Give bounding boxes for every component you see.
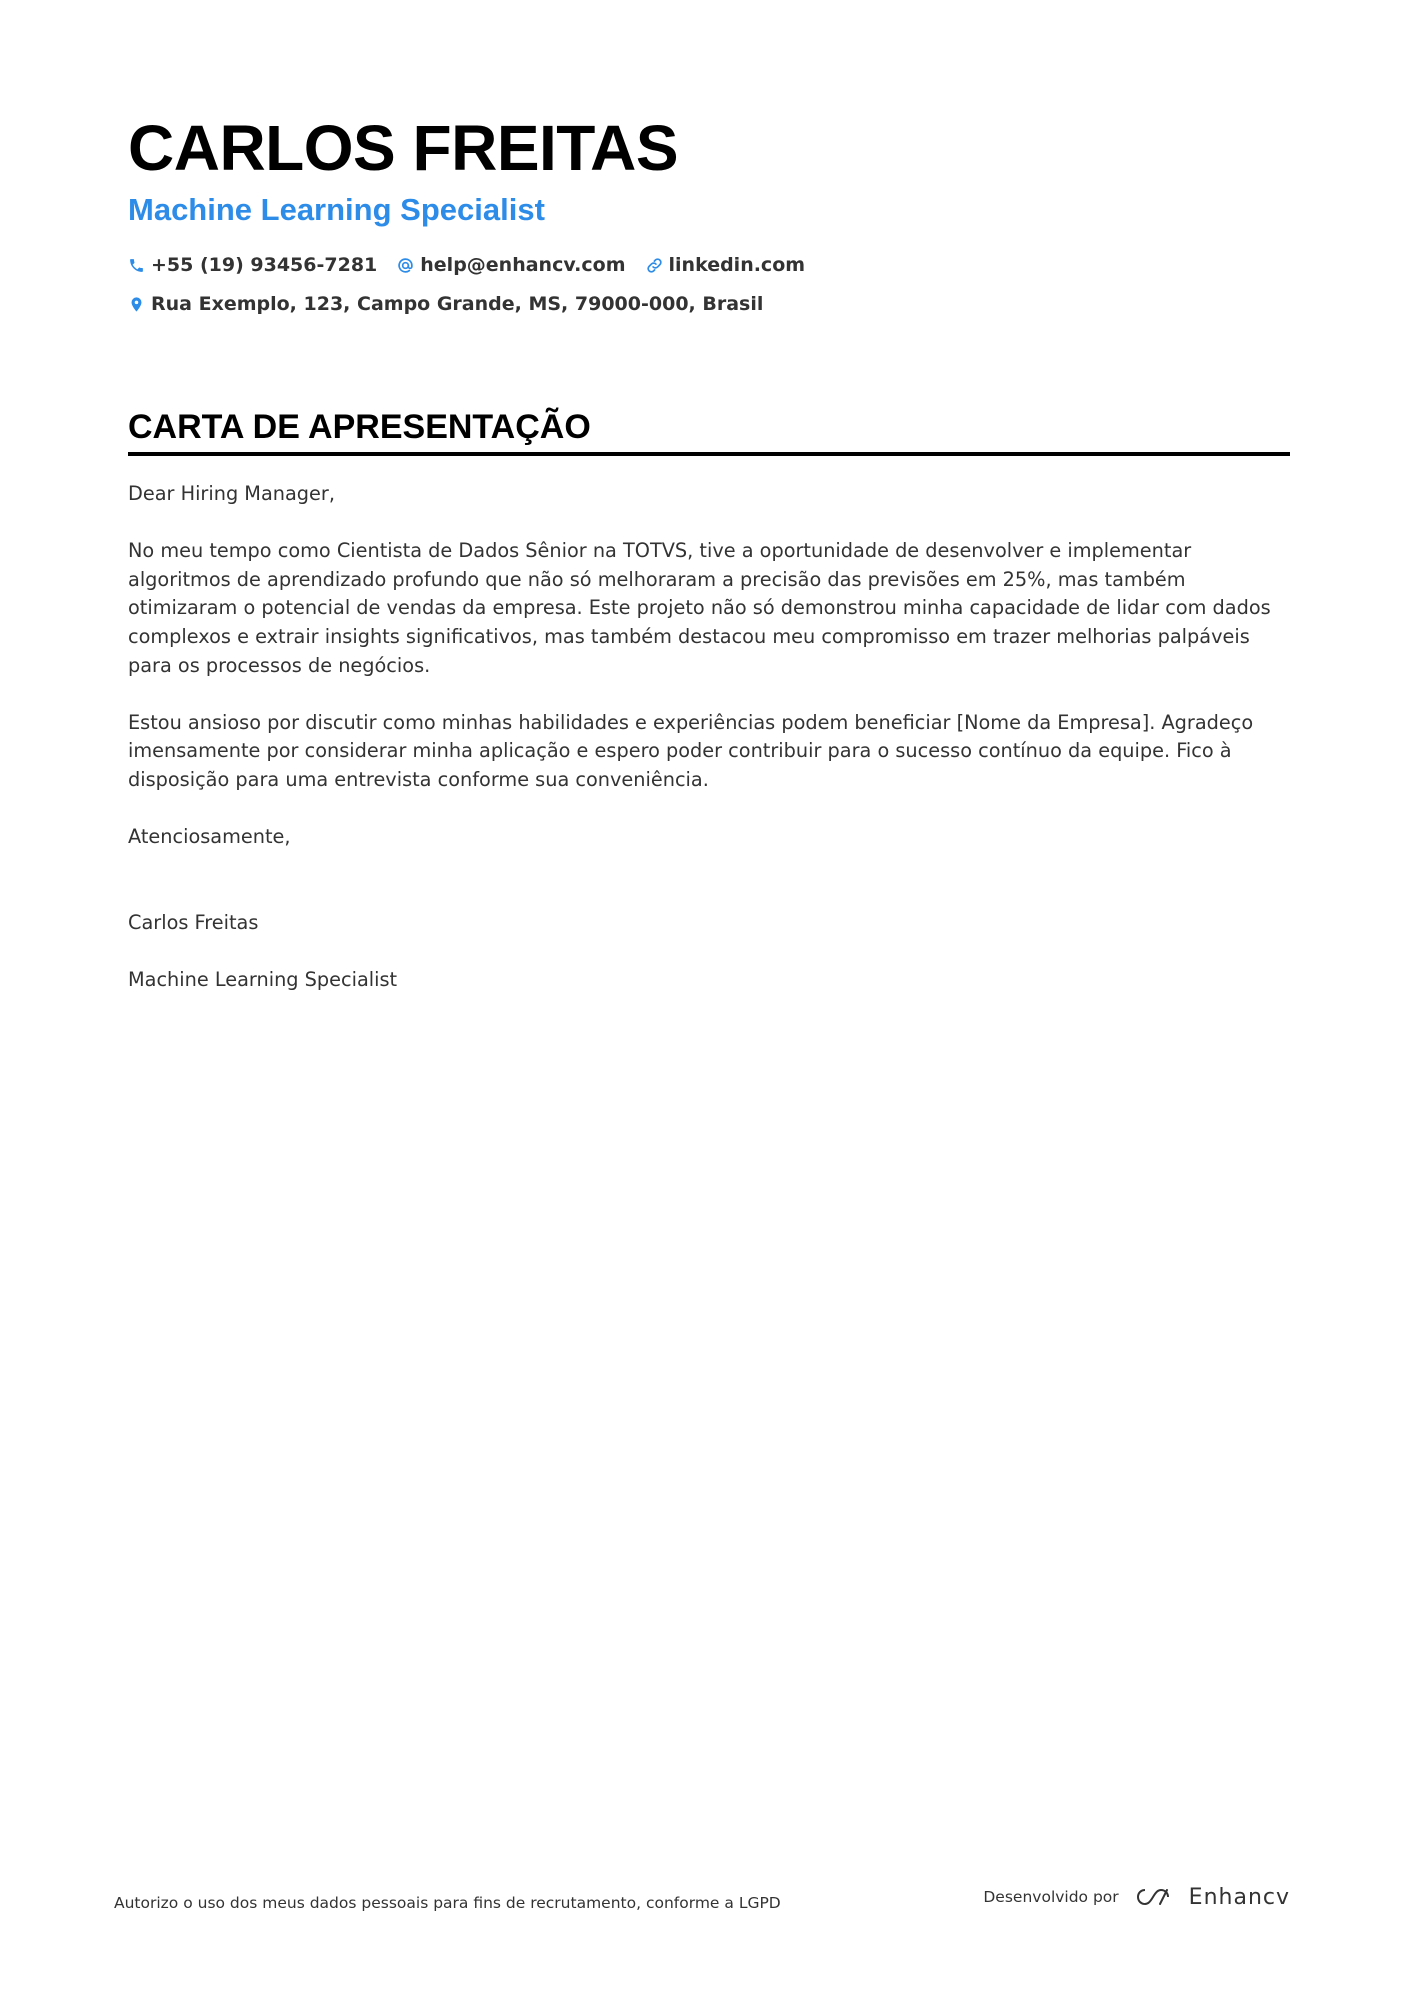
letter-closing: Atenciosamente, bbox=[128, 825, 291, 849]
letter-greeting: Dear Hiring Manager, bbox=[128, 482, 335, 505]
contact-row-primary bbox=[128, 254, 825, 276]
phone-contact[interactable] bbox=[128, 254, 377, 276]
consent-note: Autorizo o uso dos meus dados pessoais para fins de recrutamento, conforme a LGPD bbox=[114, 1894, 781, 1912]
powered-by-label: Desenvolvido por bbox=[983, 1888, 1119, 1906]
letter-paragraph: Estou ansioso por discutir como minhas habilidades e experiências podem beneficiar [Nome da Empresa]. Agradeço imensamente por considerar minha aplicação e espero poder contribuir para o sucesso contínuo da equipe. Fico à disposição para uma entrevista conforme sua conveniência. bbox=[128, 710, 1254, 791]
letter-body bbox=[128, 480, 1290, 1023]
linkedin-contact[interactable] bbox=[646, 254, 806, 276]
letter-paragraph: No meu tempo como Cientista de Dados Sênior na TOTVS, tive a oportunidade de desenvolver e implementar algoritmos de aprendizado profundo que não só melhoraram a precisão das previsões em 25%, mas também otimizaram o potencial de vendas da empresa. Este projeto não só demonstrou minha capacidade de lidar com dados complexos e extrair insights significativos, mas também destacou meu compromisso em trazer melhorias palpáveis para os processos de negócios. bbox=[128, 539, 1271, 677]
address-contact bbox=[128, 293, 763, 315]
candidate-name: CARLOS FREITAS bbox=[128, 112, 679, 184]
brand-name: Enhancv bbox=[1188, 1884, 1290, 1910]
link-icon bbox=[646, 257, 663, 274]
powered-by[interactable] bbox=[983, 1884, 1290, 1910]
location-pin-icon bbox=[128, 296, 145, 313]
section-title: CARTA DE APRESENTAÇÃO bbox=[128, 404, 1290, 456]
address-text: Rua Exemplo, 123, Campo Grande, MS, 79000-000, Brasil bbox=[151, 293, 764, 315]
linkedin-text: linkedin.com bbox=[668, 254, 806, 276]
phone-text: +55 (19) 93456-7281 bbox=[151, 254, 378, 276]
signature-title: Machine Learning Specialist bbox=[128, 967, 398, 991]
candidate-role: Machine Learning Specialist bbox=[128, 192, 545, 227]
contact-row-address bbox=[128, 293, 783, 315]
phone-icon bbox=[128, 257, 145, 274]
email-text: help@enhancv.com bbox=[420, 254, 626, 276]
email-contact[interactable] bbox=[397, 254, 625, 276]
enhancv-logo-icon bbox=[1131, 1884, 1177, 1910]
at-icon bbox=[397, 257, 414, 274]
signature-name: Carlos Freitas bbox=[128, 910, 259, 934]
